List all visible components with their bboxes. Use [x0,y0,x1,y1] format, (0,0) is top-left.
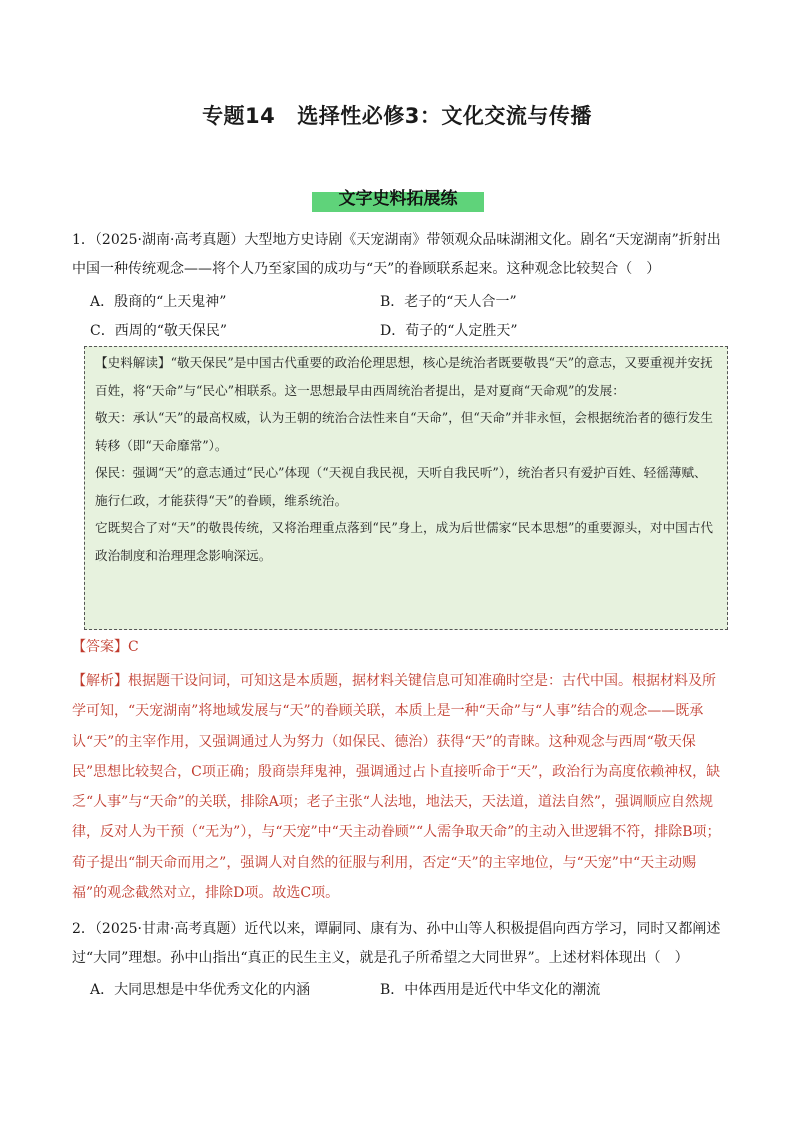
source-interpretation-box [84,346,728,630]
interpretation-paragraph-3: 保民：强调“天”的意志通过“民心”体现（“天视自我民视，天听自我民听”），统治者只有爱护百姓、轻徭薄赋、施行仁政，才能获得“天”的眷顾，维系统治。 [95,465,707,508]
question-1-option-a: A．殷商的“上天鬼神” [90,294,227,310]
interpretation-label: 【史料解读】 [95,355,171,370]
page-title [0,100,794,130]
title-topic-name: 选择性必修3：文化交流与传播 [297,104,592,128]
question-1-option-c: C．西周的“敬天保民” [90,323,228,339]
title-topic-number: 专题14 [202,104,276,128]
answer-line [72,636,139,658]
question-1-option-d: D．荀子的“人定胜天” [380,323,518,339]
analysis-paragraph [72,666,724,908]
answer-value: C [128,639,139,655]
section-heading-text: 文字史料拓展练 [338,189,458,209]
interpretation-paragraph-1 [95,349,719,404]
question-1-option-b: B．老子的“天人合一” [380,294,517,310]
analysis-label: 【解析】 [72,673,128,689]
answer-label: 【答案】 [72,639,128,655]
section-heading [312,180,484,210]
question-2-option-a: A．大同思想是中华优秀文化的内涵 [90,982,311,998]
interpretation-paragraph-2: 敬天：承认“天”的最高权威，认为王朝的统治合法性来自“天命”，但“天命”并非永恒，会根据统治者的德行发生转移（即“天命靡常”）。 [95,410,713,453]
interpretation-intro: “敬天保民”是中国古代重要的政治伦理思想，核心是统治者既要敬畏“天”的意志，又要重视并安抚百姓，将“天命”与“民心”相联系。这一思想最早由西周统治者提出，是对夏商“天命观”的发展： [95,355,713,398]
question-2-option-b: B．中体西用是近代中华文化的潮流 [380,982,601,998]
interpretation-paragraph-4: 它既契合了对“天”的敬畏传统，又将治理重点落到“民”身上，成为后世儒家“民本思想”的重要源头，对中国古代政治制度和治理理念影响深远。 [95,520,713,563]
question-1-stem: 1．（2025·湖南·高考真题）大型地方史诗剧《天宠湖南》带领观众品味湖湘文化。剧名“天宠湖南”折射出中国一种传统观念——将个人乃至家国的成功与“天”的眷顾联系起来。这种观念比较契合（ ） [72,232,721,277]
analysis-text: 根据题干设问词，可知这是本质题，据材料关键信息可知准确时空是：古代中国。根据材料及所学可知，“天宠湖南”将地域发展与“天”的眷顾关联，本质上是一种“天命”与“人事”结合的观念——既承认“天”的主宰作用，又强调通过人为努力（如保民、德治）获得“天”的青睐。这种观念与西周“敬天保民”思想比较契合，C项正确；殷商崇拜鬼神，强调通过占卜直接听命于“天”，政治行为高度依赖神权，缺乏“人事”与“天命”的关联，排除A项；老子主张“人法地，地法天，天法道，道法自然”，强调顺应自然规律，反对人为干预（“无为”），与“天宠”中“天主动眷顾”“人需争取天命”的主动入世逻辑不符，排除B项；荀子提出“制天命而用之”，强调人对自然的征服与利用，否定“天”的主宰地位，与“天宠”中“天主动赐福”的观念截然对立，排除D项。故选C项。 [72,673,721,902]
question-2-stem: 2．（2025·甘肃·高考真题）近代以来，谭嗣同、康有为、孙中山等人积极提倡向西方学习，同时又都阐述过“大同”理想。孙中山指出“真正的民生主义，就是孔子所希望之大同世界”。上述材料体现出（ ） [72,921,721,966]
